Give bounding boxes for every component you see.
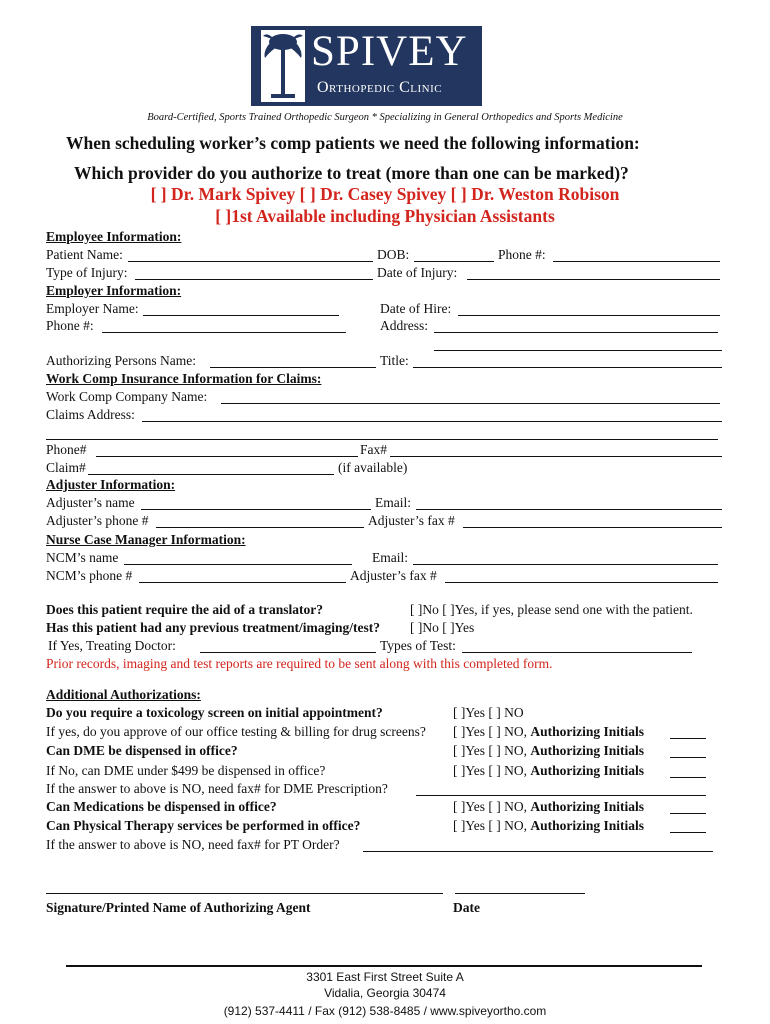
adjuster-name-field[interactable] (141, 509, 371, 510)
ncm-email-label: Email: (372, 550, 408, 565)
prior-records-notice: Prior records, imaging and test reports are required to be sent along with this completed form. (46, 656, 553, 671)
insurance-fax-label: Fax# (360, 442, 387, 457)
employer-phone-label: Phone #: (46, 318, 94, 333)
drug-screen-initials-label: Authorizing Initials (530, 724, 645, 739)
employee-header: Employee Information: (46, 229, 182, 244)
type-of-injury-label: Type of Injury: (46, 265, 128, 280)
adjuster-phone-label: Adjuster’s phone # (46, 513, 149, 528)
pt-fax-question: If the answer to above is NO, need fax# for PT Order? (46, 837, 340, 852)
if-available-label: (if available) (338, 460, 408, 475)
dme-fax-field[interactable] (416, 795, 706, 796)
provider-question: Which provider do you authorize to treat (more than one can be marked)? (74, 163, 629, 183)
dme-row (453, 743, 644, 759)
medications-row (453, 799, 644, 815)
insurance-fax-field[interactable] (390, 456, 722, 457)
adjuster-email-field[interactable] (416, 509, 722, 510)
employer-phone-field[interactable] (102, 332, 346, 333)
title-label: Title: (380, 353, 409, 368)
insurance-phone-field[interactable] (96, 456, 358, 457)
employer-name-label: Employer Name: (46, 301, 139, 316)
ncm-fax-field[interactable] (445, 582, 718, 583)
physical-therapy-options[interactable]: [ ]Yes [ ] NO, (453, 818, 531, 833)
patient-name-label: Patient Name: (46, 247, 123, 262)
ncm-phone-label: NCM’s phone # (46, 568, 133, 583)
footer-address-1: 3301 East First Street Suite A (306, 970, 464, 984)
translator-question: Does this patient require the aid of a translator? (46, 602, 323, 617)
dme-499-question: If No, can DME under $499 be dispensed in office? (46, 763, 326, 778)
patient-name-field[interactable] (128, 261, 373, 262)
drug-screen-row (453, 724, 644, 740)
employer-name-field[interactable] (143, 315, 339, 316)
physical-therapy-question: Can Physical Therapy services be performed in office? (46, 818, 361, 833)
ncm-email-field[interactable] (413, 564, 718, 565)
type-of-injury-field[interactable] (135, 279, 373, 280)
date-of-injury-field[interactable] (467, 279, 720, 280)
date-of-hire-field[interactable] (458, 315, 720, 316)
phone-field[interactable] (553, 261, 720, 262)
tagline: Board-Certified, Sports Trained Orthopedic Surgeon * Specializing in General Orthopedics and Sports Medicine (147, 112, 623, 123)
signature-field[interactable] (46, 893, 443, 894)
authorizing-name-label: Authorizing Persons Name: (46, 353, 196, 368)
dob-field[interactable] (414, 261, 494, 262)
drug-screen-options[interactable]: [ ]Yes [ ] NO, (453, 724, 531, 739)
dme-fax-question: If the answer to above is NO, need fax# for DME Prescription? (46, 781, 388, 796)
title-field[interactable] (413, 367, 722, 368)
adjuster-email-label: Email: (375, 495, 411, 510)
dme-initials-field[interactable] (670, 757, 706, 758)
clinic-logo (251, 26, 482, 106)
date-label: Date (453, 900, 480, 915)
address-field[interactable] (434, 332, 718, 333)
company-name-field[interactable] (221, 403, 720, 404)
claims-address-label: Claims Address: (46, 407, 135, 422)
dme-499-initials-field[interactable] (670, 777, 706, 778)
medications-options[interactable]: [ ]Yes [ ] NO, (453, 799, 531, 814)
date-of-injury-label: Date of Injury: (377, 265, 458, 280)
employer-header: Employer Information: (46, 283, 182, 298)
ncm-header: Nurse Case Manager Information: (46, 532, 246, 547)
medications-question: Can Medications be dispensed in office? (46, 799, 277, 814)
palm-tree-icon (261, 30, 305, 102)
company-name-label: Work Comp Company Name: (46, 389, 208, 404)
physical-therapy-initials-field[interactable] (670, 832, 706, 833)
footer-divider (66, 965, 702, 967)
dme-options[interactable]: [ ]Yes [ ] NO, (453, 743, 531, 758)
phone-label: Phone #: (498, 247, 546, 262)
ncm-phone-field[interactable] (139, 582, 346, 583)
medications-initials-label: Authorizing Initials (530, 799, 645, 814)
dme-499-initials-label: Authorizing Initials (530, 763, 645, 778)
insurance-phone-label: Phone# (46, 442, 87, 457)
dme-499-options[interactable]: [ ]Yes [ ] NO, (453, 763, 531, 778)
ncm-name-label: NCM’s name (46, 550, 119, 565)
previous-treatment-options[interactable]: [ ]No [ ]Yes (410, 620, 475, 635)
footer-contact: (912) 537-4411 / Fax (912) 538-8485 / www.spiveyortho.com (223, 1004, 547, 1018)
claims-address-field-2[interactable] (46, 439, 718, 440)
insurance-header: Work Comp Insurance Information for Claims: (46, 371, 322, 386)
adjuster-name-label: Adjuster’s name (46, 495, 135, 510)
logo-subtitle: Orthopedic Clinic (317, 79, 443, 96)
claim-field[interactable] (88, 474, 334, 475)
date-field[interactable] (455, 893, 585, 894)
adjuster-fax-label: Adjuster’s fax # (368, 513, 455, 528)
treating-doctor-field[interactable] (200, 652, 376, 653)
drug-screen-initials-field[interactable] (670, 738, 706, 739)
translator-options[interactable]: [ ]No [ ]Yes, if yes, please send one with the patient. (410, 602, 693, 617)
heading: When scheduling worker’s comp patients we need the following information: (66, 133, 640, 153)
treating-doctor-label: If Yes, Treating Doctor: (48, 638, 176, 653)
adjuster-header: Adjuster Information: (46, 477, 176, 492)
physical-therapy-initials-label: Authorizing Initials (530, 818, 645, 833)
address-label: Address: (380, 318, 428, 333)
ncm-fax-label: Adjuster’s fax # (350, 568, 437, 583)
pt-fax-field[interactable] (363, 851, 713, 852)
footer-address-2: Vidalia, Georgia 30474 (324, 986, 446, 1000)
provider-options[interactable]: [ ] Dr. Mark Spivey [ ] Dr. Casey Spivey [ ] Dr. Weston Robison (150, 184, 620, 204)
address-field-2[interactable] (434, 350, 722, 351)
additional-header: Additional Authorizations: (46, 687, 201, 702)
provider-options-pa[interactable]: [ ]1st Available including Physician Assistants (215, 206, 555, 226)
toxicology-question: Do you require a toxicology screen on initial appointment? (46, 705, 383, 720)
signature-label: Signature/Printed Name of Authorizing Agent (46, 900, 311, 915)
toxicology-options[interactable]: [ ]Yes [ ] NO (453, 705, 524, 720)
dme-question: Can DME be dispensed in office? (46, 743, 238, 758)
medications-initials-field[interactable] (670, 813, 706, 814)
types-of-test-label: Types of Test: (380, 638, 456, 653)
claim-label: Claim# (46, 460, 86, 475)
adjuster-fax-field[interactable] (463, 527, 722, 528)
types-of-test-field[interactable] (462, 652, 692, 653)
drug-screen-question: If yes, do you approve of our office testing & billing for drug screens? (46, 724, 426, 739)
dme-initials-label: Authorizing Initials (530, 743, 645, 758)
claims-address-field[interactable] (142, 421, 722, 422)
adjuster-phone-field[interactable] (156, 527, 364, 528)
dme-499-row (453, 763, 644, 779)
physical-therapy-row (453, 818, 644, 834)
logo-name: SPIVEY (311, 28, 468, 75)
ncm-name-field[interactable] (124, 564, 352, 565)
previous-treatment-question: Has this patient had any previous treatment/imaging/test? (46, 620, 381, 635)
dob-label: DOB: (377, 247, 410, 262)
authorizing-name-field[interactable] (210, 367, 376, 368)
date-of-hire-label: Date of Hire: (380, 301, 452, 316)
